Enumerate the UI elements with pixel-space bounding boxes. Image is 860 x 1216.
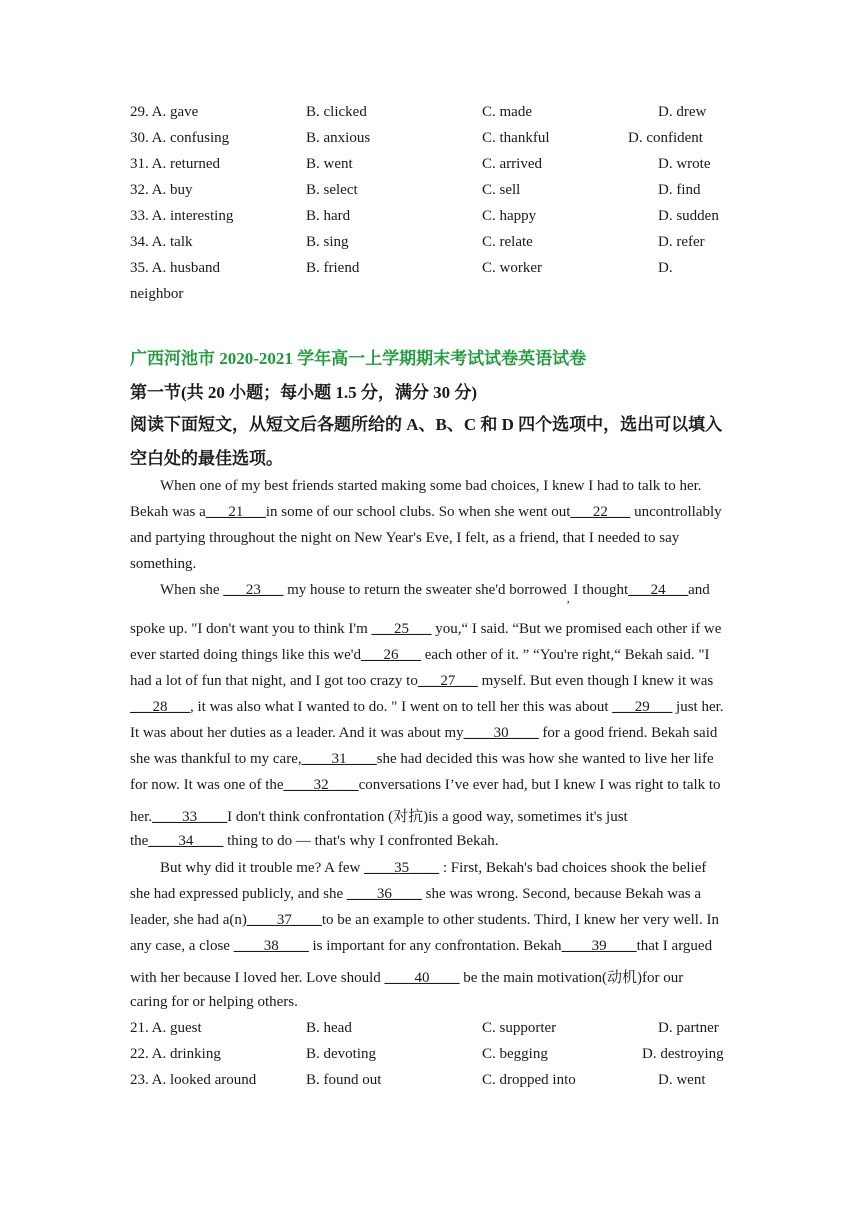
option-d: D. refer [658, 234, 705, 250]
blank-34: ____34____ [148, 833, 224, 849]
passage-text: each other of it. ” “You're right,“ Bekah said. "I [421, 647, 710, 663]
option-c: C. dropped into [482, 1072, 576, 1088]
option-row-29 [130, 104, 750, 128]
option-a: 31. A. returned [130, 156, 220, 172]
passage-text: is important for any confrontation. Bekah [308, 938, 562, 954]
option-a: 35. A. husband [130, 260, 220, 276]
passage-line [160, 478, 702, 495]
passage-text: be the main motivation(动机)for our [459, 970, 684, 986]
option-c: C. made [482, 104, 532, 120]
option-b: B. clicked [306, 104, 367, 120]
option-b: B. went [306, 156, 353, 172]
blank-30: ____30____ [463, 725, 539, 741]
passage-text: spoke up. "I don't want you to think I'm [130, 621, 372, 637]
blank-25: ___25___ [371, 621, 432, 637]
blank-39: ____39____ [561, 938, 637, 954]
blank-36: ____36____ [346, 886, 422, 902]
option-b: B. sing [306, 234, 349, 250]
option-c: C. supporter [482, 1020, 557, 1036]
option-d: D. drew [658, 104, 707, 120]
option-b: B. hard [306, 208, 351, 224]
option-row-30 [130, 130, 750, 154]
option-row-34 [130, 234, 750, 258]
passage-text: something. [130, 556, 197, 572]
option-row-32 [130, 182, 750, 206]
option-a: 29. A. gave [130, 104, 199, 120]
option-c: C. arrived [482, 156, 542, 172]
blank-21: ___21___ [205, 504, 266, 520]
passage-line [130, 621, 721, 638]
option-d: D. partner [658, 1020, 719, 1036]
passage-line [130, 504, 722, 521]
option-c: C. thankful [482, 130, 550, 146]
passage-line [130, 994, 298, 1011]
passage-text: any case, a close [130, 938, 234, 954]
passage-line [130, 777, 721, 794]
option-b: B. head [306, 1020, 352, 1036]
wrapped-word: neighbor [130, 286, 184, 302]
option-c: C. happy [482, 208, 537, 224]
option-c: C. relate [482, 234, 533, 250]
passage-line [160, 860, 706, 877]
blank-26: ___26___ [361, 647, 421, 663]
passage-text: and partying throughout the night on New Year's Eve, I felt, as a friend, that I needed to say [130, 530, 680, 546]
option-c: C. sell [482, 182, 521, 198]
passage-line [130, 699, 724, 716]
passage-line [130, 912, 719, 929]
passage-line [130, 751, 714, 768]
option-b: B. anxious [306, 130, 371, 146]
option-a: 32. A. buy [130, 182, 193, 198]
option-d: D. wrote [658, 156, 711, 172]
passage-text: you,“ I said. “But we promised each other if we [431, 621, 722, 637]
option-b: B. select [306, 182, 358, 198]
option-a: 23. A. looked around [130, 1072, 257, 1088]
passage-text: : First, Bekah's bad choices shook the belief [439, 860, 707, 876]
blank-23: ___23___ [223, 582, 284, 598]
passage-line [160, 582, 710, 605]
passage-text: thing to do — that's why I confronted Bekah. [223, 833, 499, 849]
passage-line [130, 556, 196, 573]
passage-text: she had expressed publicly, and she [130, 886, 347, 902]
option-row-22 [130, 1046, 750, 1070]
passage-line [130, 805, 628, 826]
passage-text: she was wrong. Second, because Bekah was a [421, 886, 701, 902]
passage-text: with her because I loved her. Love should [130, 970, 385, 986]
blank-35: ____35____ [364, 860, 440, 876]
passage-line [130, 673, 713, 690]
passage-text: caring for or helping others. [130, 994, 298, 1010]
option-d: D. [658, 260, 673, 276]
passage-text: for now. It was one of the [130, 777, 284, 793]
passage-text: But why did it trouble me? A few [160, 860, 365, 876]
passage-text: she was thankful to my care, [130, 751, 302, 767]
passage-text: my house to return the sweater she'd borrowed [283, 582, 567, 598]
exam-title: 广西河池市 2020-2021 学年高一上学期期末考试试卷英语试卷 [130, 349, 587, 368]
comma-mark: , [566, 591, 570, 605]
passage-line [130, 966, 683, 987]
blank-27: ___27___ [417, 673, 478, 689]
passage-text: leader, she had a(n) [130, 912, 247, 928]
option-d: D. find [658, 182, 701, 198]
option-d: D. sudden [658, 208, 719, 224]
passage-line [130, 833, 498, 850]
passage-text: ever started doing things like this we'd [130, 647, 361, 663]
option-d: D. destroying [642, 1046, 724, 1062]
option-row-33 [130, 208, 750, 232]
option-row-31 [130, 156, 750, 180]
option-row-35 [130, 260, 750, 284]
option-c: C. begging [482, 1046, 548, 1062]
blank-28: ___28___ [130, 699, 190, 715]
blank-22: ___22___ [570, 504, 631, 520]
passage-line [130, 886, 701, 903]
passage-text: It was about her duties as a leader. And it was about my [130, 725, 464, 741]
option-d: D. confident [628, 130, 703, 146]
blank-32: ____32____ [283, 777, 359, 793]
option-b: B. devoting [306, 1046, 376, 1062]
passage-line [130, 725, 717, 742]
blank-40: ____40____ [384, 970, 460, 986]
passage-text: just her. [672, 699, 724, 715]
passage-line [130, 647, 709, 664]
passage-text: that I argued [636, 938, 713, 954]
passage-text: When one of my best friends started making some bad choices, I knew I had to talk to her. [160, 478, 702, 494]
passage-text: conversations I’ve ever had, but I knew I was right to talk to [358, 777, 721, 793]
passage-text: had a lot of fun that night, and I got too crazy to [130, 673, 418, 689]
passage-text: her. [130, 809, 153, 825]
option-a: 22. A. drinking [130, 1046, 221, 1062]
blank-24: ___24___ [628, 582, 689, 598]
option-a: 34. A. talk [130, 234, 193, 250]
passage-text: and [688, 582, 710, 598]
passage-text: I thought [569, 582, 629, 598]
blank-29: ___29___ [612, 699, 673, 715]
blank-37: ____37____ [246, 912, 322, 928]
passage-text: myself. But even though I knew it was [477, 673, 714, 689]
passage-text: I don't think confrontation (对抗)is a good way, sometimes it's just [227, 809, 628, 825]
option-b: B. found out [306, 1072, 382, 1088]
section-heading: 第一节(共 20 小题；每小题 1.5 分，满分 30 分) [130, 383, 478, 402]
passage-text: for a good friend. Bekah said [538, 725, 718, 741]
option-wrap-line [130, 286, 750, 310]
blank-31: ____31____ [301, 751, 377, 767]
passage-line [130, 938, 712, 955]
option-a: 21. A. guest [130, 1020, 202, 1036]
option-c: C. worker [482, 260, 542, 276]
option-row-23 [130, 1072, 750, 1096]
passage-text: When she [160, 582, 224, 598]
passage-text: uncontrollably [630, 504, 722, 520]
passage-text: , it was also what I wanted to do. " I went on to tell her this was about [190, 699, 613, 715]
option-d: D. went [658, 1072, 706, 1088]
passage-text: Bekah was a [130, 504, 206, 520]
option-b: B. friend [306, 260, 360, 276]
passage-line [130, 530, 679, 547]
option-a: 30. A. confusing [130, 130, 230, 146]
passage-text: the [130, 833, 149, 849]
passage-text: in some of our school clubs. So when she went out [265, 504, 571, 520]
option-a: 33. A. interesting [130, 208, 234, 224]
instruction-text: 阅读下面短文，从短文后各题所给的 A、B、C 和 D 四个选项中，选出可以填入空白处的最佳选项。 [130, 415, 723, 468]
passage-text: to be an example to other students. Third, I knew her very well. In [321, 912, 719, 928]
option-row-21 [130, 1020, 750, 1044]
blank-38: ____38____ [233, 938, 309, 954]
blank-33: ____33____ [152, 809, 228, 825]
passage-text: she had decided this was how she wanted to live her life [376, 751, 714, 767]
